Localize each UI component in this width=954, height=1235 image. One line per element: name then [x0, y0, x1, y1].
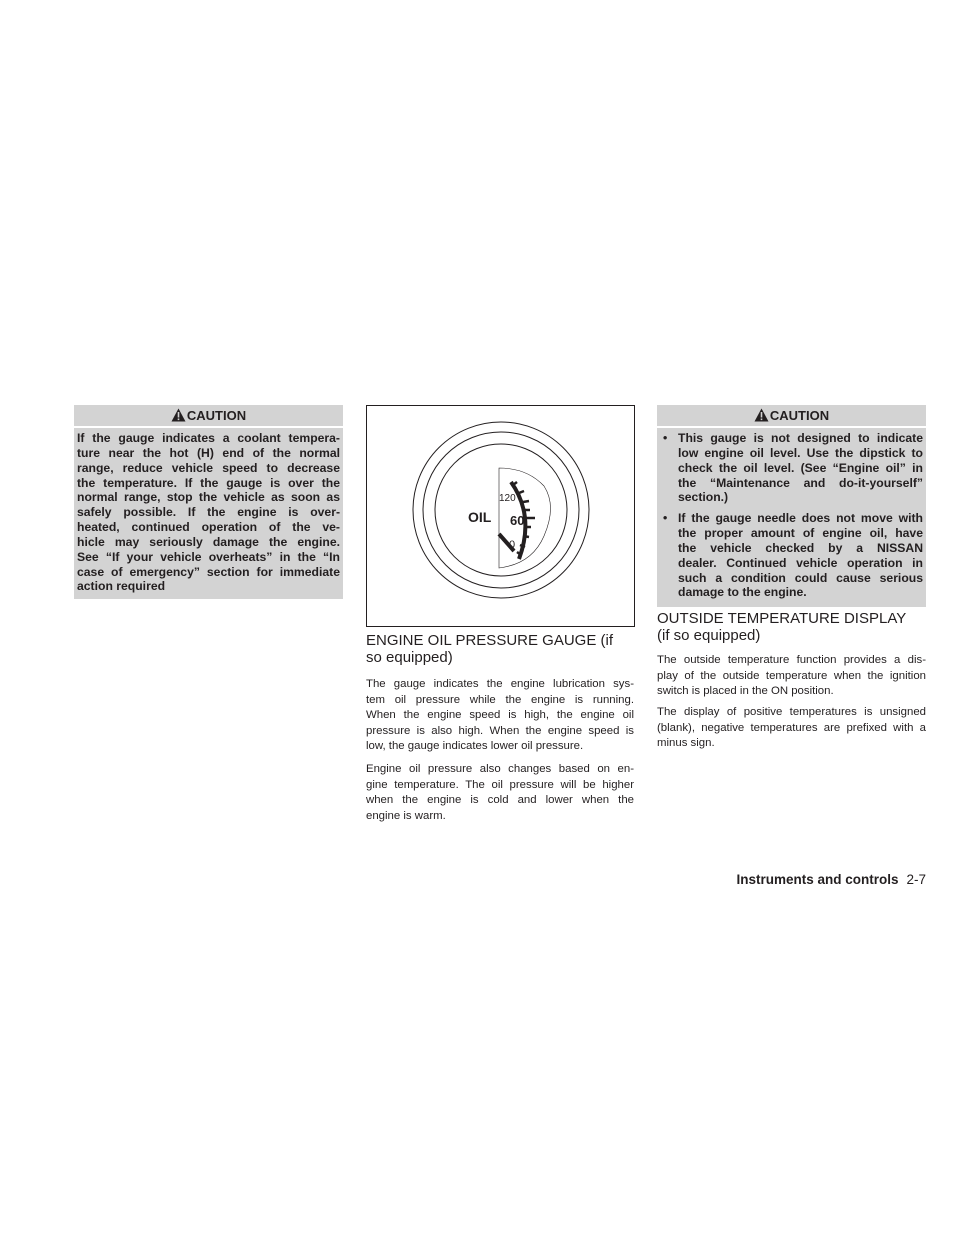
caution-bullet-item	[660, 431, 923, 505]
tick-label-120: 120	[499, 493, 516, 504]
text-line: play of the outside temperature when the ignition	[657, 669, 926, 682]
text-line: so equipped)	[366, 649, 453, 666]
temp-paragraph-2	[657, 705, 926, 752]
caution-header	[657, 405, 926, 428]
caution-bullets	[657, 428, 926, 607]
text-line: case of emergency” section for immediate	[77, 564, 340, 579]
text-line: the proper amount of engine oil, have	[678, 526, 923, 541]
text-line: This gauge is not designed to indicate	[678, 431, 923, 445]
text-line: gine temperature. The oil pressure will be higher	[366, 778, 634, 791]
oil-paragraph-2	[366, 762, 634, 824]
text-line: damage to the engine.	[678, 585, 807, 600]
text-line: when the engine is cold and lower when the	[366, 794, 634, 806]
page-number: 2-7	[906, 872, 926, 887]
oil-paragraph-1	[366, 677, 634, 755]
text-line: range, reduce vehicle speed to decrease	[77, 460, 340, 475]
text-line: When the engine speed is high, the engine oil	[366, 709, 634, 721]
text-line: minus sign.	[657, 737, 715, 749]
caution-bullet-item	[660, 511, 923, 600]
text-line: tem oil pressure while the engine is running.	[366, 693, 634, 706]
text-line: switch is placed in the ON position.	[657, 685, 834, 697]
text-line: OUTSIDE TEMPERATURE DISPLAY	[657, 610, 907, 627]
section-heading-outside-temperature	[657, 610, 906, 644]
oil-pressure-gauge-illustration	[366, 405, 635, 627]
text-line: ture near the hot (H) end of the normal	[77, 445, 340, 460]
text-line: action required	[77, 579, 166, 594]
text-line: engine is warm.	[366, 809, 446, 822]
caution-title: CAUTION	[769, 408, 830, 423]
tick-label-60: 60	[510, 513, 525, 528]
text-line: the “Maintenance and do-it-yourself”	[678, 475, 923, 490]
caution-box-coolant	[74, 405, 343, 599]
text-line: See “If your vehicle overheats” in the “In	[77, 549, 340, 564]
text-line: (blank), negative temperatures are prefixed with a	[657, 721, 926, 734]
text-line: The display of positive temperatures is unsigned	[657, 706, 926, 718]
text-line: ENGINE OIL PRESSURE GAUGE (if	[366, 632, 613, 649]
text-line: normal range, stop the vehicle as soon as	[77, 490, 340, 505]
text-line: section.)	[678, 490, 729, 505]
text-line: dealer. Continued vehicle operation in	[678, 555, 923, 570]
gauge-label-oil: OIL	[468, 509, 492, 525]
text-line: If the gauge needle does not move with	[678, 511, 923, 526]
page-footer	[736, 872, 926, 887]
warning-triangle-icon	[171, 408, 186, 422]
text-line: the temperature. If the gauge is over the	[77, 475, 340, 490]
caution-text	[74, 428, 343, 599]
temp-paragraph-1	[657, 653, 926, 700]
text-line: low engine oil level. Use the dipstick to	[678, 445, 923, 460]
text-line: The outside temperature function provides a dis-	[657, 654, 926, 666]
footer-section-title: Instruments and controls	[736, 872, 899, 887]
text-line: such a condition could cause serious	[678, 570, 923, 585]
caution-header	[74, 405, 343, 428]
text-line: safely possible. If the engine is over-	[77, 505, 340, 520]
tick-label-0: 0	[509, 539, 516, 551]
text-line: pressure is also high. When the engine speed is	[366, 724, 634, 737]
text-line: hicle may seriously damage the engine.	[77, 534, 340, 549]
text-line: The gauge indicates the engine lubrication sys-	[366, 678, 634, 690]
bullet-icon: •	[663, 431, 668, 445]
text-line: Engine oil pressure also changes based on en-	[366, 763, 634, 775]
warning-triangle-icon	[754, 408, 769, 422]
text-line: low, the gauge indicates lower oil pressure.	[366, 740, 584, 752]
caution-box-oil	[657, 405, 926, 607]
caution-title: CAUTION	[186, 408, 247, 423]
text-line: (if so equipped)	[657, 627, 761, 644]
text-line: heated, continued operation of the ve-	[77, 520, 340, 535]
text-line: If the gauge indicates a coolant tempera-	[77, 431, 340, 445]
section-heading-oil-pressure	[366, 632, 613, 666]
bullet-icon: •	[663, 511, 668, 526]
text-line: check the oil level. (See “Engine oil” in	[678, 460, 923, 475]
text-line: the vehicle checked by a NISSAN	[678, 540, 923, 555]
